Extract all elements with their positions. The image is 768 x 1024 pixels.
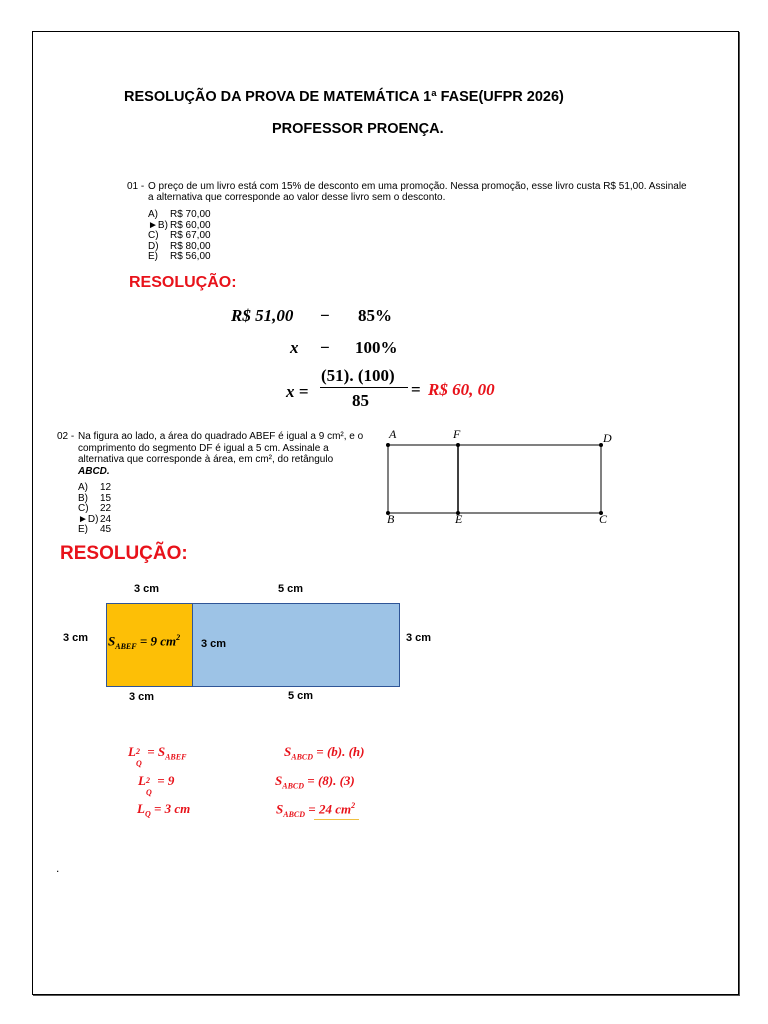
- q2-line: Na figura ao lado, a área do quadrado ABEF é igual a 9 cm², e o: [78, 431, 364, 442]
- fraction-denominator: 85: [352, 391, 369, 410]
- label-e: E: [455, 512, 463, 526]
- formula-area-general: $S_{ABCD} = (b)$. (h): [284, 744, 365, 762]
- rule-of-three-percent: 85%: [358, 306, 392, 325]
- dim-bottom-right: 5 cm: [288, 690, 314, 702]
- q1-options: [148, 210, 211, 263]
- q2-number: 02 -: [57, 431, 75, 442]
- rule-of-three-dash: −: [320, 338, 330, 357]
- q2-line: ABCD.: [78, 465, 110, 477]
- formula-lq-squared-value: L 2 Q = 9: [138, 773, 175, 797]
- dim-top-right: 5 cm: [278, 583, 304, 595]
- q1-statement-line2: a alternativa que corresponde ao valor desse livro sem o desconto.: [148, 192, 446, 203]
- equation-equals: =: [411, 380, 421, 399]
- point-a: [386, 443, 390, 447]
- dim-right: 3 cm: [406, 632, 432, 644]
- rule-of-three-value: R$ 51,00: [231, 306, 294, 325]
- label-b: B: [387, 512, 395, 526]
- formula-area-result: $S_{ABCD} = 24$ $cm^2$: [276, 801, 356, 819]
- fraction-bar: [320, 387, 408, 388]
- page-title: RESOLUÇÃO DA PROVA DE MATEMÁTICA 1ª FASE(UFPR 2026): [124, 89, 564, 105]
- resolution-heading-1: RESOLUÇÃO:: [129, 274, 237, 291]
- rectangle-abcd: [388, 445, 601, 513]
- q2-option: C) 22: [78, 503, 112, 515]
- formula-lq-squared: L 2 Q = $S_{ABEF}$: [128, 744, 187, 768]
- q2-rectangle-figure: [380, 425, 620, 530]
- square-area-label: $S_{ABEF} = 9$ $cm^2$: [108, 633, 181, 651]
- q1-number: 01 -: [127, 181, 145, 192]
- dim-left: 3 cm: [63, 632, 89, 644]
- q1-statement-line1: O preço de um livro está com 15% de desconto em uma promoção. Nessa promoção, esse livro custa R$ 51,00. Assinale: [148, 181, 687, 192]
- resolution-heading-2: RESOLUÇÃO:: [60, 543, 188, 564]
- page-subtitle: PROFESSOR PROENÇA.: [272, 121, 444, 137]
- q2-statement: [78, 431, 363, 477]
- q2-option: E) 45: [78, 524, 112, 536]
- q2-options: [78, 483, 111, 536]
- q1-option: A) R$ 70,00: [148, 209, 211, 220]
- formula-lq: $L_Q = 3$ cm: [137, 801, 191, 819]
- label-c: C: [599, 512, 608, 526]
- q1-option-correct: ►B) R$ 60,00: [148, 219, 211, 231]
- q2-line: comprimento do segmento DF é igual a 5 cm. Assinale a: [78, 442, 329, 454]
- label-d: D: [603, 431, 612, 445]
- rule-of-three-dash: −: [320, 306, 330, 325]
- dim-middle: 3 cm: [201, 638, 227, 650]
- rule-of-three-percent: 100%: [355, 338, 398, 357]
- q2-option-correct: ►D) 24: [78, 513, 112, 525]
- formula-area-substituted: $S_{ABCD} = (8)$. (3): [275, 773, 355, 791]
- q1-option: C) R$ 67,00: [148, 230, 211, 242]
- answer-underline: [314, 819, 359, 820]
- q1-option: D) R$ 80,00: [148, 240, 211, 252]
- q2-option: B) 15: [78, 492, 112, 504]
- fraction-numerator: (51). (100): [321, 366, 395, 385]
- dim-bottom-left: 3 cm: [129, 691, 155, 703]
- point-f: [456, 443, 460, 447]
- rule-of-three-x: x: [290, 338, 299, 357]
- dim-top-left: 3 cm: [134, 583, 160, 595]
- label-a: A: [389, 427, 397, 441]
- label-f: F: [453, 427, 461, 441]
- footer-dot: .: [56, 861, 60, 875]
- q2-option: A) 12: [78, 482, 112, 493]
- equation-answer: R$ 60, 00: [428, 380, 495, 399]
- q1-option: E) R$ 56,00: [148, 251, 211, 263]
- q2-line: alternativa que corresponde à área, em cm², do retângulo: [78, 454, 334, 465]
- equation-lhs: x =: [286, 382, 309, 401]
